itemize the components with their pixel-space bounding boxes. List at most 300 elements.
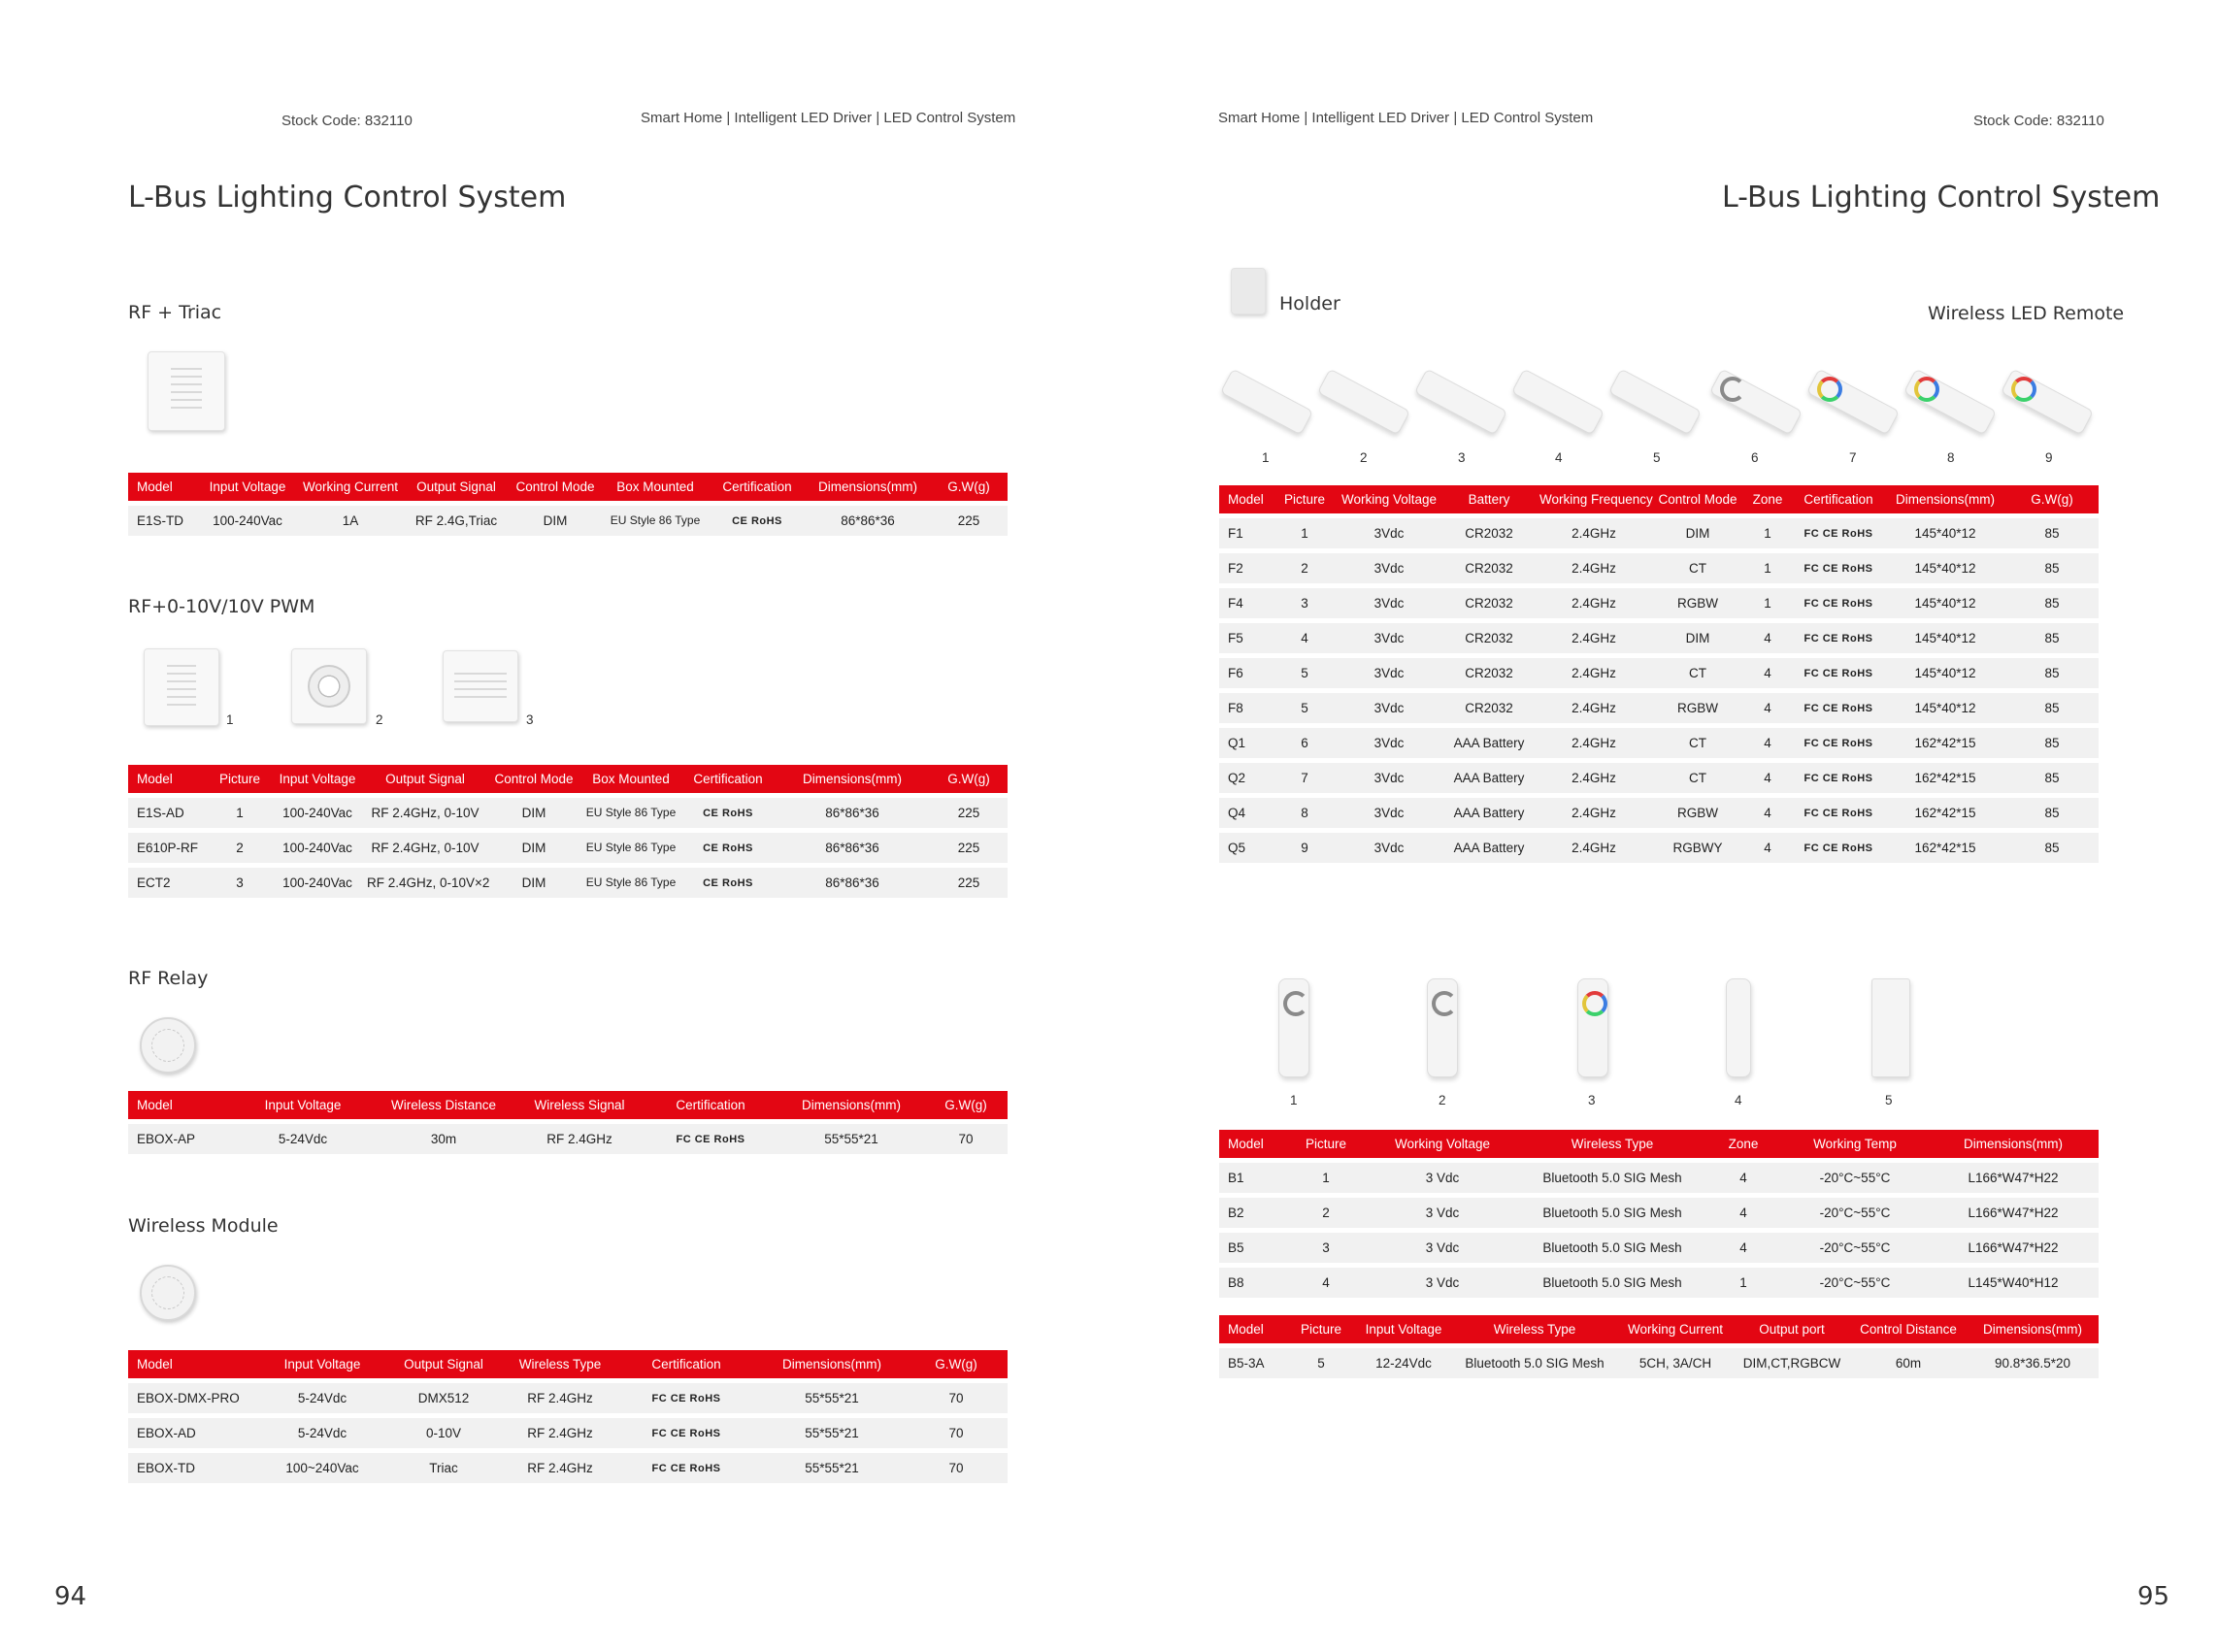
- picture-label: 1: [1290, 1093, 1298, 1107]
- col-header: Certification: [613, 1350, 759, 1378]
- cell: 5-24Vdc: [235, 1124, 371, 1154]
- table-row: [1219, 763, 2099, 793]
- cell: RGBW: [1652, 588, 1743, 618]
- cell: 3Vdc: [1336, 833, 1442, 863]
- col-header: Model: [1219, 1130, 1287, 1158]
- table-bluetooth-controller: [1219, 1310, 2099, 1383]
- picture-label: 2: [376, 712, 383, 727]
- cell: DIM: [487, 868, 580, 898]
- cell-box-mounted: EU Style 86 Type: [602, 506, 709, 536]
- cell: 100~240Vac: [264, 1453, 381, 1483]
- col-header: Wireless Signal: [516, 1091, 643, 1119]
- cell-certification: FC CE RoHS: [613, 1418, 759, 1448]
- cell-box-mounted: EU Style 86 Type: [580, 833, 681, 863]
- col-header: Input Voltage: [1355, 1315, 1452, 1343]
- cell: 7: [1274, 763, 1336, 793]
- cell-certification: CE RoHS: [681, 833, 775, 863]
- category-nav: Smart Home | Intelligent LED Driver | LED Control System: [1218, 110, 1594, 126]
- cell: 162*42*15: [1885, 798, 2005, 828]
- table-row: [1219, 798, 2099, 828]
- category-nav: Smart Home | Intelligent LED Driver | LED Control System: [641, 110, 1016, 126]
- cell-certification: FC CE RoHS: [1792, 518, 1885, 548]
- cell: RGBW: [1652, 693, 1743, 723]
- cell: Bluetooth 5.0 SIG Mesh: [1520, 1163, 1704, 1193]
- cell: 3 Vdc: [1365, 1198, 1520, 1228]
- section-heading-wireless-remote: Wireless LED Remote: [1928, 303, 2125, 324]
- cell: 86*86*36: [775, 833, 930, 863]
- cell: 85: [2005, 518, 2099, 548]
- col-header: Wireless Type: [507, 1350, 613, 1378]
- picture-label: 3: [1458, 450, 1466, 465]
- product-image-ebox-ap: [140, 1017, 196, 1074]
- cell: 3: [1274, 588, 1336, 618]
- picture-label: 9: [2045, 450, 2053, 465]
- table-row: [128, 1124, 1008, 1154]
- cell: RGBWY: [1652, 833, 1743, 863]
- category-smart-home: Smart Home: [1218, 110, 1301, 126]
- cell: 85: [2005, 623, 2099, 653]
- col-header: Control Mode: [1652, 485, 1743, 513]
- cell: 70: [924, 1124, 1008, 1154]
- cell: 1: [1743, 553, 1792, 583]
- cell: 4: [1743, 833, 1792, 863]
- cell-certification: FC CE RoHS: [1792, 553, 1885, 583]
- cell: AAA Battery: [1442, 833, 1536, 863]
- cell-certification: CE RoHS: [709, 506, 806, 536]
- table-wireless-remote: [1219, 480, 2099, 868]
- cell-model: B5-3A: [1219, 1348, 1287, 1378]
- cell: RF 2.4GHz, 0-10V: [363, 833, 487, 863]
- cell: 5CH, 3A/CH: [1617, 1348, 1734, 1378]
- cell: 86*86*36: [775, 868, 930, 898]
- cell: 55*55*21: [759, 1453, 905, 1483]
- cell: 3 Vdc: [1365, 1233, 1520, 1263]
- table-row: [1219, 658, 2099, 688]
- cell-model: Q4: [1219, 798, 1274, 828]
- col-header: Dimensions(mm): [759, 1350, 905, 1378]
- remote-image-3: [1414, 369, 1507, 436]
- cell: L145*W40*H12: [1928, 1268, 2099, 1298]
- cell: 1: [1743, 588, 1792, 618]
- table-row: [128, 506, 1008, 536]
- cell: DIM: [487, 833, 580, 863]
- remote-image-7: [1806, 369, 1900, 436]
- cell: 3: [1287, 1233, 1365, 1263]
- table-rf-relay: [128, 1086, 1008, 1159]
- cell: AAA Battery: [1442, 798, 1536, 828]
- cell: DIM: [1652, 518, 1743, 548]
- cell-certification: CE RoHS: [681, 868, 775, 898]
- category-smart-home: Smart Home: [641, 110, 723, 126]
- cell: 225: [930, 506, 1008, 536]
- cell: 2: [1274, 553, 1336, 583]
- cell: 3Vdc: [1336, 728, 1442, 758]
- cell: DIM,CT,RGBCW: [1734, 1348, 1850, 1378]
- cell: 85: [2005, 798, 2099, 828]
- col-header: Working Voltage: [1336, 485, 1442, 513]
- cell: L166*W47*H22: [1928, 1233, 2099, 1263]
- cell: DIM: [509, 506, 602, 536]
- cell: 85: [2005, 553, 2099, 583]
- cell: 3Vdc: [1336, 588, 1442, 618]
- holder-image: [1231, 268, 1266, 314]
- cell: 162*42*15: [1885, 728, 2005, 758]
- cell: Bluetooth 5.0 SIG Mesh: [1520, 1268, 1704, 1298]
- cell-certification: FC CE RoHS: [1792, 763, 1885, 793]
- product-image-e1s-td: [148, 351, 225, 431]
- cell: 3Vdc: [1336, 623, 1442, 653]
- col-header: Dimensions(mm): [778, 1091, 924, 1119]
- picture-label: 5: [1885, 1093, 1893, 1107]
- cell: 4: [1704, 1233, 1782, 1263]
- col-header: Input Voltage: [198, 473, 297, 501]
- cell: Bluetooth 5.0 SIG Mesh: [1520, 1233, 1704, 1263]
- cell: 3Vdc: [1336, 553, 1442, 583]
- cell: 1: [1743, 518, 1792, 548]
- holder-label: Holder: [1279, 293, 1340, 314]
- table-rf-010v: [128, 760, 1008, 903]
- cell: CR2032: [1442, 693, 1536, 723]
- cell: 3 Vdc: [1365, 1268, 1520, 1298]
- cell: 3Vdc: [1336, 763, 1442, 793]
- col-header: Certification: [709, 473, 806, 501]
- page-title: L-Bus Lighting Control System: [1722, 181, 2161, 215]
- cell: RF 2.4GHz, 0-10V×2: [363, 868, 487, 898]
- cell: 2: [1287, 1198, 1365, 1228]
- col-header: Control Mode: [509, 473, 602, 501]
- col-header: Input Voltage: [235, 1091, 371, 1119]
- cell: DIM: [487, 798, 580, 828]
- col-header: Output Signal: [404, 473, 509, 501]
- cell: 100-240Vac: [272, 833, 363, 863]
- picture-label: 1: [1262, 450, 1270, 465]
- cell-model: F5: [1219, 623, 1274, 653]
- table-row: [128, 798, 1008, 828]
- cell: 85: [2005, 588, 2099, 618]
- cell-model: B2: [1219, 1198, 1287, 1228]
- cell: 1: [1274, 518, 1336, 548]
- table-row: [1219, 833, 2099, 863]
- table-row: [1219, 1233, 2099, 1263]
- cell: 225: [930, 798, 1008, 828]
- cell: 3: [208, 868, 272, 898]
- cell: 1A: [297, 506, 404, 536]
- cell: 70: [905, 1418, 1008, 1448]
- cell: 162*42*15: [1885, 833, 2005, 863]
- col-header: G.W(g): [2005, 485, 2099, 513]
- picture-label: 4: [1555, 450, 1563, 465]
- cell: 12-24Vdc: [1355, 1348, 1452, 1378]
- cell: AAA Battery: [1442, 763, 1536, 793]
- col-header: Input Voltage: [264, 1350, 381, 1378]
- category-led-control: LED Control System: [883, 110, 1016, 126]
- cell: RGBW: [1652, 798, 1743, 828]
- product-image-wireless-module: [140, 1265, 196, 1321]
- col-header: Zone: [1743, 485, 1792, 513]
- picture-label: 3: [526, 712, 534, 727]
- section-heading-rf-triac: RF + Triac: [128, 302, 222, 323]
- cell-certification: FC CE RoHS: [1792, 728, 1885, 758]
- picture-label: 5: [1653, 450, 1661, 465]
- col-header: Model: [128, 1350, 264, 1378]
- cell: CT: [1652, 553, 1743, 583]
- cell: 5-24Vdc: [264, 1418, 381, 1448]
- cell: CT: [1652, 728, 1743, 758]
- cell: AAA Battery: [1442, 728, 1536, 758]
- cell: DIM: [1652, 623, 1743, 653]
- col-header: Zone: [1704, 1130, 1782, 1158]
- cell: 30m: [371, 1124, 516, 1154]
- table-row: [128, 868, 1008, 898]
- picture-label: 7: [1849, 450, 1857, 465]
- cell: 85: [2005, 833, 2099, 863]
- cell: 86*86*36: [775, 798, 930, 828]
- cell: 3Vdc: [1336, 693, 1442, 723]
- cell: 55*55*21: [778, 1124, 924, 1154]
- cell: 145*40*12: [1885, 623, 2005, 653]
- cell: CT: [1652, 763, 1743, 793]
- cell: -20°C~55°C: [1782, 1233, 1928, 1263]
- cell: 85: [2005, 763, 2099, 793]
- cell-model: ECT2: [128, 868, 208, 898]
- cell: 3Vdc: [1336, 798, 1442, 828]
- cell: L166*W47*H22: [1928, 1198, 2099, 1228]
- remote-image-1: [1220, 369, 1313, 436]
- col-header: Model: [1219, 1315, 1287, 1343]
- remote-image-8: [1903, 369, 1997, 436]
- col-header: Control Distance: [1850, 1315, 1967, 1343]
- table-bluetooth-remote: [1219, 1125, 2099, 1303]
- table-rf-triac: [128, 468, 1008, 541]
- picture-label: 2: [1360, 450, 1368, 465]
- col-header: Wireless Distance: [371, 1091, 516, 1119]
- col-header: Dimensions(mm): [1928, 1130, 2099, 1158]
- cell: 2.4GHz: [1536, 693, 1652, 723]
- cell: 4: [1743, 693, 1792, 723]
- cell: CR2032: [1442, 658, 1536, 688]
- col-header: Output Signal: [381, 1350, 507, 1378]
- cell-model: E1S-TD: [128, 506, 198, 536]
- cell: 4: [1743, 728, 1792, 758]
- category-led-driver: Intelligent LED Driver: [1311, 110, 1450, 126]
- cell: CR2032: [1442, 553, 1536, 583]
- color-wheel-icon: [1817, 377, 1842, 402]
- cell: 145*40*12: [1885, 693, 2005, 723]
- table-row: [1219, 623, 2099, 653]
- cell: 5-24Vdc: [264, 1383, 381, 1413]
- cell: 2.4GHz: [1536, 518, 1652, 548]
- cell-model: B8: [1219, 1268, 1287, 1298]
- cell-certification: FC CE RoHS: [1792, 833, 1885, 863]
- col-header: Box Mounted: [580, 765, 681, 793]
- cell: 4: [1704, 1163, 1782, 1193]
- cell-model: F1: [1219, 518, 1274, 548]
- cell: 1: [1287, 1163, 1365, 1193]
- col-header: G.W(g): [930, 473, 1008, 501]
- category-led-driver: Intelligent LED Driver: [734, 110, 873, 126]
- table-row: [128, 1418, 1008, 1448]
- cell-model: F8: [1219, 693, 1274, 723]
- cell-certification: FC CE RoHS: [1792, 623, 1885, 653]
- picture-label: 1: [226, 712, 234, 727]
- col-header: Working Current: [297, 473, 404, 501]
- cell-model: F2: [1219, 553, 1274, 583]
- cell: 4: [1743, 763, 1792, 793]
- color-wheel-icon: [1720, 377, 1745, 402]
- picture-label: 6: [1751, 450, 1759, 465]
- cell-model: Q2: [1219, 763, 1274, 793]
- remote-image-2: [1317, 369, 1410, 436]
- cell: Triac: [381, 1453, 507, 1483]
- cell: RF 2.4GHz: [507, 1383, 613, 1413]
- cell-certification: CE RoHS: [681, 798, 775, 828]
- col-header: Picture: [1287, 1130, 1365, 1158]
- cell-box-mounted: EU Style 86 Type: [580, 798, 681, 828]
- cell: 6: [1274, 728, 1336, 758]
- cell: -20°C~55°C: [1782, 1163, 1928, 1193]
- col-header: Working Current: [1617, 1315, 1734, 1343]
- cell: 55*55*21: [759, 1418, 905, 1448]
- cell-certification: FC CE RoHS: [1792, 658, 1885, 688]
- cell: 4: [1274, 623, 1336, 653]
- cell: -20°C~55°C: [1782, 1268, 1928, 1298]
- col-header: Working Frequency: [1536, 485, 1652, 513]
- section-heading-rf-relay: RF Relay: [128, 968, 209, 989]
- remote-image-9: [2001, 369, 2094, 436]
- cell: 4: [1743, 623, 1792, 653]
- bluetooth-controller-image-5: [1871, 978, 1910, 1077]
- cell: 2.4GHz: [1536, 833, 1652, 863]
- cell: 2.4GHz: [1536, 623, 1652, 653]
- table-row: [1219, 728, 2099, 758]
- cell: 55*55*21: [759, 1383, 905, 1413]
- picture-label: 3: [1588, 1093, 1596, 1107]
- col-header: Picture: [1274, 485, 1336, 513]
- cell: L166*W47*H22: [1928, 1163, 2099, 1193]
- cell: 100-240Vac: [198, 506, 297, 536]
- remote-image-5: [1608, 369, 1702, 436]
- cell: 162*42*15: [1885, 763, 2005, 793]
- col-header: Input Voltage: [272, 765, 363, 793]
- remote-image-4: [1511, 369, 1605, 436]
- cell: RF 2.4GHz, 0-10V: [363, 798, 487, 828]
- cell: 225: [930, 868, 1008, 898]
- cell-box-mounted: EU Style 86 Type: [580, 868, 681, 898]
- col-header: G.W(g): [930, 765, 1008, 793]
- cell: 145*40*12: [1885, 658, 2005, 688]
- table-row: [128, 1383, 1008, 1413]
- cell: 100-240Vac: [272, 798, 363, 828]
- color-wheel-icon: [2011, 377, 2036, 402]
- cell: 4: [1287, 1268, 1365, 1298]
- cell: 85: [2005, 693, 2099, 723]
- cell: RF 2.4G,Triac: [404, 506, 509, 536]
- col-header: G.W(g): [924, 1091, 1008, 1119]
- color-wheel-icon: [1914, 377, 1939, 402]
- page-number: 94: [54, 1582, 87, 1611]
- col-header: Model: [128, 473, 198, 501]
- stock-code: Stock Code: 832110: [1973, 113, 2104, 129]
- col-header: Model: [1219, 485, 1274, 513]
- cell-certification: FC CE RoHS: [1792, 588, 1885, 618]
- cell: 3Vdc: [1336, 518, 1442, 548]
- cell-model: Q1: [1219, 728, 1274, 758]
- cell: 4: [1704, 1198, 1782, 1228]
- table-row: [1219, 1198, 2099, 1228]
- col-header: Certification: [681, 765, 775, 793]
- cell-model: Q5: [1219, 833, 1274, 863]
- col-header: Wireless Type: [1520, 1130, 1704, 1158]
- cell: 2.4GHz: [1536, 658, 1652, 688]
- col-header: Model: [128, 1091, 235, 1119]
- cell-model: EBOX-TD: [128, 1453, 264, 1483]
- col-header: Output Signal: [363, 765, 487, 793]
- cell: 86*86*36: [806, 506, 930, 536]
- page-number: 95: [2137, 1582, 2170, 1611]
- page-title: L-Bus Lighting Control System: [128, 181, 567, 215]
- cell-model: B1: [1219, 1163, 1287, 1193]
- cell: CR2032: [1442, 623, 1536, 653]
- category-led-control: LED Control System: [1461, 110, 1594, 126]
- cell-model: E1S-AD: [128, 798, 208, 828]
- cell-model: B5: [1219, 1233, 1287, 1263]
- col-header: Box Mounted: [602, 473, 709, 501]
- col-header: Dimensions(mm): [806, 473, 930, 501]
- table-row: [1219, 1348, 2099, 1378]
- table-row: [1219, 1268, 2099, 1298]
- col-header: Dimensions(mm): [1885, 485, 2005, 513]
- stock-code: Stock Code: 832110: [281, 113, 413, 129]
- cell: DMX512: [381, 1383, 507, 1413]
- cell: 2.4GHz: [1536, 553, 1652, 583]
- picture-label: 2: [1439, 1093, 1446, 1107]
- cell-certification: FC CE RoHS: [613, 1383, 759, 1413]
- cell: 8: [1274, 798, 1336, 828]
- product-image-2: [291, 648, 367, 724]
- col-header: Dimensions(mm): [775, 765, 930, 793]
- cell: 70: [905, 1383, 1008, 1413]
- bluetooth-remote-image-1: [1278, 978, 1309, 1077]
- col-header: Output port: [1734, 1315, 1850, 1343]
- col-header: Picture: [208, 765, 272, 793]
- col-header: Dimensions(mm): [1967, 1315, 2099, 1343]
- cell-model: EBOX-AP: [128, 1124, 235, 1154]
- cell: 100-240Vac: [272, 868, 363, 898]
- cell-certification: FC CE RoHS: [1792, 798, 1885, 828]
- col-header: Certification: [643, 1091, 778, 1119]
- table-row: [1219, 553, 2099, 583]
- bluetooth-remote-image-3: [1577, 978, 1608, 1077]
- cell: 1: [208, 798, 272, 828]
- cell-certification: FC CE RoHS: [613, 1453, 759, 1483]
- cell: 5: [1274, 693, 1336, 723]
- cell-model: EBOX-DMX-PRO: [128, 1383, 264, 1413]
- col-header: Certification: [1792, 485, 1885, 513]
- cell: 9: [1274, 833, 1336, 863]
- bluetooth-remote-image-2: [1427, 978, 1458, 1077]
- cell: CT: [1652, 658, 1743, 688]
- cell: RF 2.4GHz: [507, 1418, 613, 1448]
- cell-certification: FC CE RoHS: [643, 1124, 778, 1154]
- picture-label: 8: [1947, 450, 1955, 465]
- cell: 145*40*12: [1885, 588, 2005, 618]
- product-image-1: [144, 648, 219, 726]
- cell: 0-10V: [381, 1418, 507, 1448]
- col-header: Picture: [1287, 1315, 1355, 1343]
- cell-model: E610P-RF: [128, 833, 208, 863]
- cell: Bluetooth 5.0 SIG Mesh: [1452, 1348, 1617, 1378]
- cell: CR2032: [1442, 518, 1536, 548]
